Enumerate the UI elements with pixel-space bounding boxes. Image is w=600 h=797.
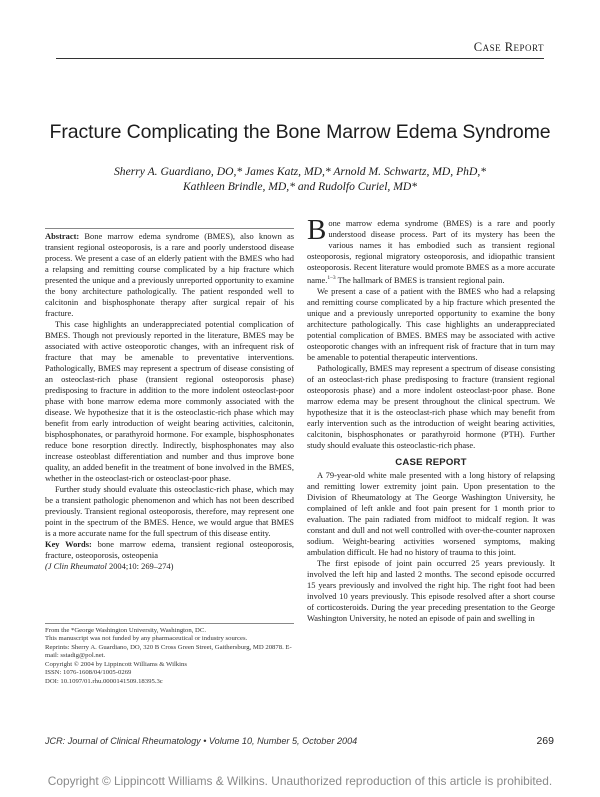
footnote-issn: ISSN: 1076-1608/04/1005-0269 xyxy=(45,669,132,677)
intro-text-1-end: The hallmark of BMES is transient regional pain. xyxy=(335,274,505,285)
footnote-reprints: Reprints: Sherry A. Guardiano, DO, 320 B Cross Green Street, Gaithersburg, MD 20878. E-mail: sstadig@pol.net. xyxy=(45,643,292,660)
copyright-notice: Copyright © Lippincott Williams & Wilkins. Unauthorized reproduction of this article is prohibited. xyxy=(47,774,553,788)
abstract-text-1: Bone marrow edema syndrome (BMES), also known as transient regional osteoporosis, is a rare and poorly understood disease process. We present a case of an elderly patient with the BMES who had a relapsing and remitting course complicated by a hip fracture which presented the unique and a previously unreported opportunity to examine the bony architecture pathologically. The patient responded well to calcitonin and bisphosphonate therapy after surgical repair of his fracture. xyxy=(45,231,295,318)
abstract-paragraph-3: Further study should evaluate this osteoclastic-rich phase, which may be a transient pathologic phenomenon and which has not been described previously. Transient regional osteoporosis, therefore, may represent one point in the spectrum of the BMES. Hence, we would argue that BMES is a more accurate name for the full spectrum of this disease entity. xyxy=(45,484,294,538)
section-label: Case Report xyxy=(473,40,544,54)
reference-superscript: 1–3 xyxy=(327,275,336,281)
keywords xyxy=(45,539,294,561)
drop-cap: B xyxy=(307,214,327,246)
footnote-doi: DOI: 10.1097/01.rhu.0000141509.18395.3c xyxy=(45,677,163,685)
footnote-copyright: Copyright © 2004 by Lippincott Williams & Wilkins xyxy=(45,660,187,668)
intro-paragraph-3: Pathologically, BMES may represent a spectrum of disease consisting of an osteoclast-rich phase predisposing to fracture (transient regional osteoporosis phase) and a more indolent osteoclast-poor phase. Bone marrow edema may be present throughout the clinical spectrum. We hypothesize that it is the osteoclast-rich phase which may benefit from early intervention such as the introduction of weight bearing activities, calcitonin, bisphosphonates or parathyroid hormone (PTH). Further study should evaluate this osteoclastic-rich phase. xyxy=(307,362,555,450)
citation-details: 2004;10: 269–274) xyxy=(108,561,174,571)
abstract xyxy=(45,228,294,572)
footnote-affiliation: From the *George Washington University, Washington, DC. xyxy=(45,627,207,634)
article-title: Fracture Complicating the Bone Marrow Edema Syndrome xyxy=(49,121,551,143)
footnote-funding: This manuscript was not funded by any pharmaceutical or industry sources. xyxy=(45,635,248,643)
author-list xyxy=(60,164,540,194)
keywords-text: bone marrow edema, transient regional osteoporosis, fracture, osteoporosis, osteopenia xyxy=(45,539,294,560)
case-paragraph-2: The first episode of joint pain occurred 25 years previously. It involved the left hip and lasted 2 months. The second episode occurred 15 years previously and involved the right hip. The right foot had been involved 10 years previously. This episode resolved after a short course of corticosteroids. During the year preceding presentation to the George Washington University, he noted an episode of pain and swelling in xyxy=(307,557,555,623)
intro-paragraph-2: We present a case of a patient with the BMES who had a relapsing and remitting course complicated by a hip fracture which presented the unique and a previously unreported opportunity to examine the bony architecture pathologically. This case highlights an underappreciated potential complication of BMES. BMES may be associated with active osteoporotic changes with an infrequent risk of fracture that in turn may be amenable to potential therapeutic interventions. xyxy=(307,285,555,362)
intro-paragraph-1 xyxy=(307,214,555,286)
footnotes xyxy=(45,627,294,686)
case-report-heading: CASE REPORT xyxy=(395,456,467,468)
header-rule xyxy=(56,58,544,59)
page-number: 269 xyxy=(536,735,554,747)
keywords-label: Key Words: xyxy=(45,539,92,549)
abstract-paragraph-1 xyxy=(45,231,294,319)
body-text xyxy=(307,214,555,624)
journal-footer: JCR: Journal of Clinical Rheumatology • Volume 10, Number 5, October 2004 xyxy=(45,736,358,746)
footnote-rule xyxy=(45,623,294,624)
citation xyxy=(45,561,294,572)
authors-line-2: Kathleen Brindle, MD,* and Rudolfo Curiel, MD* xyxy=(182,180,418,193)
abstract-label: Abstract: xyxy=(45,231,80,241)
abstract-paragraph-2: This case highlights an underappreciated potential complication of BMES. Though not previously reported in the literature, BMES may be associated with active osteoporotic changes, with an infrequent risk of fracture that may be amenable to preventative interventions. Pathologically, BMES may represent a spectrum of disease consisting of an osteoclast-rich phase (transient regional osteoporosis phase) predisposing to fracture in addition to the more indolent osteoclast-poor phase with bone marrow edema more commonly associated with the disease. We hypothesize that it is the osteoclastic-rich phase which may benefit from early introduction of weight bearing activities, calcitonin, bisphosphonates, or parathyroid hormone. For example, bisphosphonates reduce bone resorption directly. Indirectly, bisphosphonates may also increase osteoblast differentiation and number and thus improve bone quality, an added benefit in the treatment of bone involved in the BMES, whether in the osteoclast-rich or osteoclast-poor phase. xyxy=(45,319,294,483)
citation-journal: (J Clin Rheumatol xyxy=(45,561,107,571)
case-paragraph-1: A 79-year-old white male presented with a long history of relapsing and remitting lower extremity joint pain. Upon presentation to the Division of Rheumatology at The George Washington University, he complained of left ankle and foot pain present for 1 month prior to evaluation. The pain radiated from midfoot to midcalf region. It was constant and dull and not well controlled with over-the-counter naproxen sodium. Weight-bearing activities worsened symptoms, making ambulation difficult. He had no history of trauma to this joint. xyxy=(307,469,555,557)
intro-text-1: one marrow edema syndrome (BMES) is a rare and poorly understood disease process. Part of its mystery has been the various names it has embodied such as transient regional osteoporosis, regional migratory osteoporosis, and idiopathic transient osteoporosis. Recent literature would promote BMES as a more accurate name. xyxy=(307,218,555,285)
authors-line-1: Sherry A. Guardiano, DO,* James Katz, MD,* Arnold M. Schwartz, MD, PhD,* xyxy=(113,165,487,178)
